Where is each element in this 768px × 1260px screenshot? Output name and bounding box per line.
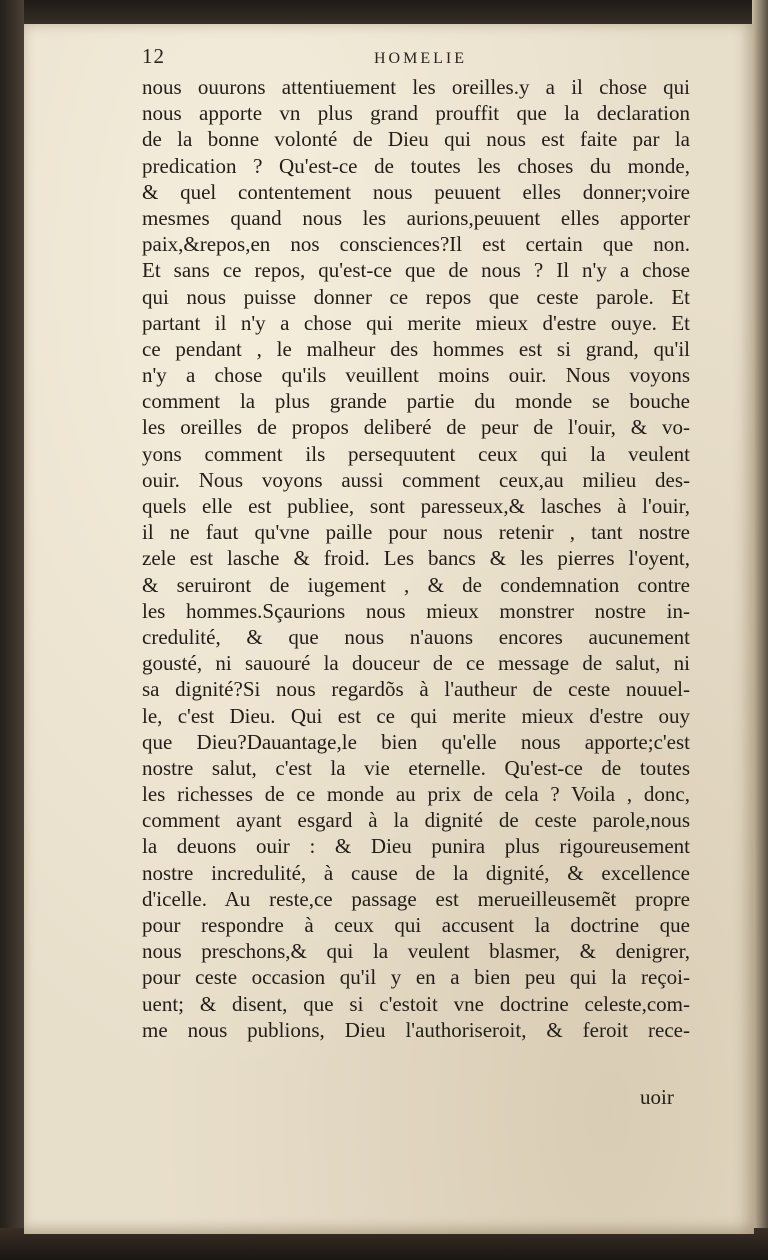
text-line: comment ayant esgard à la dignité de ceste parole,nous: [142, 808, 690, 833]
text-line: la deuons ouir : & Dieu punira plus rigoureusement: [142, 834, 690, 859]
body-text: [142, 74, 690, 1043]
text-line: les hommes.Sçaurions nous mieux monstrer nostre in-: [142, 598, 690, 623]
text-line: zele est lasche & froid. Les bancs & les pierres l'oyent,: [142, 546, 690, 571]
text-line: que Dieu?Dauantage,le bien qu'elle nous apporte;c'est: [142, 729, 690, 754]
text-line: d'icelle. Au reste,ce passage est merueilleusemẽt propre: [142, 886, 690, 911]
text-line: de la bonne volonté de Dieu qui nous est faite par la: [142, 127, 690, 152]
text-line: ouir. Nous voyons aussi comment ceux,au milieu des-: [142, 467, 690, 492]
text-line: mesmes quand nous les aurions,peuuent elles apporter: [142, 205, 690, 230]
text-line: sa dignité?Si nous regardõs à l'autheur de ceste nouuel-: [142, 677, 690, 702]
scan-border-left: [0, 0, 24, 1260]
text-line: quels elle est publiee, sont paresseux,& lasches à l'ouir,: [142, 494, 690, 518]
text-line: & seruiront de iugement , & de condemnation contre: [142, 572, 690, 597]
text-line: & quel contentement nous peuuent elles donner;voire: [142, 179, 690, 204]
text-line: nostre incredulité, à cause de la dignité, & excellence: [142, 860, 690, 885]
catchword: uoir: [640, 1085, 674, 1109]
text-line: predication ? Qu'est-ce de toutes les choses du monde,: [142, 153, 690, 178]
text-line: les richesses de ce monde au prix de cela ? Voila , donc,: [142, 782, 690, 807]
text-line: partant il n'y a chose qui merite mieux d'estre ouye. Et: [142, 310, 690, 335]
text-line: pour respondre à ceux qui accusent la doctrine que: [142, 913, 690, 937]
text-line: nous apporte vn plus grand prouffit que la declaration: [142, 101, 690, 126]
scan-border-right: [752, 0, 768, 1260]
text-line: nous ouurons attentiuement les oreilles.y a il chose qui: [142, 75, 690, 99]
text-line: nous preschons,& qui la veulent blasmer, & denigrer,: [142, 939, 690, 964]
text-line: nostre salut, c'est la vie eternelle. Qu'est-ce de toutes: [142, 755, 690, 780]
text-line: credulité, & que nous n'auons encores aucunement: [142, 624, 690, 649]
text-line: uent; & disent, que si c'estoit vne doctrine celeste,com-: [142, 991, 690, 1016]
text-line: n'y a chose qu'ils veuillent moins ouir. Nous voyons: [142, 363, 690, 388]
text-line: il ne faut qu'vne paille pour nous retenir , tant nostre: [142, 520, 690, 545]
text-line: qui nous puisse donner ce repos que ceste parole. Et: [142, 284, 690, 309]
text-line: les oreilles de propos deliberé de peur de l'ouir, & vo-: [142, 415, 690, 440]
text-line: paix,&repos,en nos consciences?Il est certain que non.: [142, 232, 690, 257]
text-line: le, c'est Dieu. Qui est ce qui merite mieux d'estre ouy: [142, 703, 690, 728]
text-line: Et sans ce repos, qu'est-ce que de nous ? Il n'y a chose: [142, 258, 690, 283]
text-line: me nous publions, Dieu l'authoriseroit, & feroit rece-: [142, 1017, 690, 1042]
text-line: pour ceste occasion qu'il y en a bien peu qui la reçoi-: [142, 965, 690, 990]
text-line: ce pendant , le malheur des hommes est si grand, qu'il: [142, 336, 690, 361]
running-head: HOMELIE: [374, 50, 467, 67]
text-line: yons comment ils persequutent ceux qui la veulent: [142, 441, 690, 466]
page-number: 12: [142, 44, 165, 68]
text-line: comment la plus grande partie du monde se bouche: [142, 389, 690, 414]
text-line: gousté, ni sauouré la douceur de ce message de salut, ni: [142, 651, 690, 676]
